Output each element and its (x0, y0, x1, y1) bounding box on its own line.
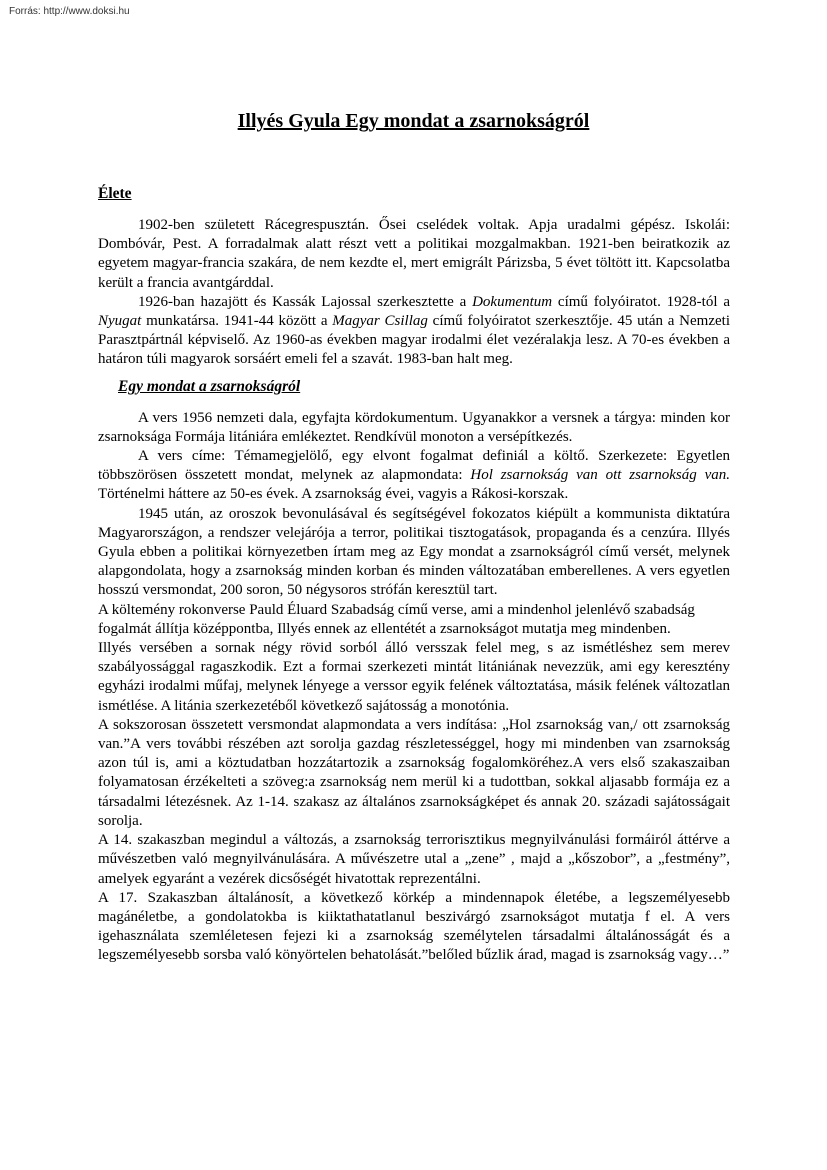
analysis-paragraph-7: A 14. szakaszban megindul a változás, a zsarnokság terrorisztikus megnyilvánulási formáiról áttérve a művészetben való megnyilvánulására. A művészetre utal a „zene” , majd a „kőszobor”, a „festmény”, amelyek egyaránt a vezérek dicsőségét hivatottak reprezentálni. (98, 832, 730, 887)
analysis-paragraph-2 (98, 447, 730, 505)
text-run: című folyóiratot szerkesztője. 45 után a Nemzeti Parasztpártnál képviselő. Az 1960-as években magyar irodalmi élet vezéralakja lesz. A 70-es években a határon túli magyarok sorsáért emeli fel a szavát. 1983-ban halt meg. (98, 313, 730, 368)
text-run: munkatársa. 1941-44 között a (141, 313, 333, 330)
text-run: Történelmi háttere az 50-es évek. A zsarnokság évei, vagyis a Rákosi-korszak. (98, 486, 569, 503)
analysis-paragraph-8: A 17. Szakaszban általánosít, a következő körkép a mindennapok életébe, a legszemélyesebb magánéletbe, a gondolatokba is kiiktathatatlanul beszivárgó zsarnokságot mutatja f el. A vers igehasználata szemléletesen fejezi ki a zsarnokság személytelen társadalmi általánosságát és a legszemélyesebb sorsba való könyörtelen behatolását.”belőled bűzlik árad, magad is zsarnokság vagy…” (98, 889, 730, 964)
page-title: Illyés Gyula Egy mondat a zsarnokságról (237, 110, 590, 132)
section-heading-poem: Egy mondat a zsarnokságról (118, 377, 301, 395)
text-run: című folyóiratot. 1928-tól a (552, 293, 730, 310)
section-heading-elete: Élete (98, 185, 132, 202)
source-note: Forrás: http://www.doksi.hu (9, 6, 130, 17)
analysis-paragraph-5: Illyés versében a sornak négy rövid sorból álló versszak felel meg, s az ismétléshez sem merev szabályossággal ragaszkodik. Ezt a formai szerkezeti mintát litániának nevezzük, ami egy keresztény egyházi irodalmi műfaj, melynek lényege a verssor egyik felének változtatása, másik felének változatlan ismétlése. A litánia szerkezetéből következő sajátosság a monotónia. (98, 640, 730, 714)
journal-title-dokumentum: Dokumentum (472, 293, 553, 310)
journal-title-nyugat: Nyugat (98, 313, 142, 330)
text-run: A vers címe: Témamegjelölő, egy elvont fogalmat definiál a költő. Szerkezete: Egyetlen többszörösen összetett mondat, melynek az alapmondata: (98, 448, 730, 484)
base-sentence-quote: Hol zsarnokság van ott zsarnokság van. (470, 467, 731, 484)
analysis-paragraph-6: A sokszorosan összetett versmondat alapmondata a vers indítása: „Hol zsarnokság van,/ ott zsarnokság van.”A vers további részében azt sorolja gazdag részletességgel, hogy mi mindenben van zsarnokság azon túl is, ami a köztudatban hozzátartozik a zsarnokság fogalomköréhez.A vers első szakaszaiban folyamatosan érzékelteti a szöveg:a zsarnokság nem merül ki a tudottban, sokkal aljasabb formája ez a társadalmi létezésnek. Az 1-14. szakasz az általános zsarnokságképet és annak 20. századi sajátosságait sorolja. (98, 716, 730, 829)
analysis-paragraph-3: 1945 után, az oroszok bevonulásával és segítségével fokozatos kiépült a kommunista diktatúra Magyarországon, a rendszer velejárója a terror, politikai tisztogatások, propaganda és a cenzúra. Illyés Gyula ebben a politikai környezetben írtam meg az Egy mondat a zsarnokságról című versét, melynek alapgondolata, hogy a zsarnokság minden korban és minden változatában emberellenes. A vers egyetlen hosszú versmondat, 200 soron, 50 négysoros strófán keresztül tart. (98, 505, 730, 599)
analysis-paragraph-1: A vers 1956 nemzeti dala, egyfajta kördokumentum. Ugyanakkor a versnek a tárgya: minden kor zsarnoksága Formája litániára emlékeztet. Rendkívül monoton a versépítkezés. (98, 409, 730, 445)
text-run: 1926-ban hazajött és Kassák Lajossal szerkesztette a (138, 293, 473, 310)
document-body (98, 185, 730, 966)
biography-paragraph-1: 1902-ben született Rácegrespusztán. Ősei cselédek voltak. Apja uradalmi gépész. Iskolái: Dombóvár, Pest. A forradalmak alatt részt vett a politikai mozgalmakban. 1921-ben beiratkozik az egyetem magyar-francia szakára, de nem kezdte el, mert emigrált Párizsba, 5 évet töltött itt. Kapcsolatba került a francia avantgárddal. (98, 217, 730, 291)
analysis-paragraph-4: A költemény rokonverse Pauld Éluard Szabadság című verse, ami a mindenhol jelenlévő szabadság fogalmát állítja középpontba, Illyés ennek az ellentétét a zsarnokságot mutatja meg mindenben. (98, 601, 695, 637)
journal-title-magyar-csillag: Magyar Csillag (332, 313, 428, 330)
biography-paragraph-2 (98, 293, 730, 370)
